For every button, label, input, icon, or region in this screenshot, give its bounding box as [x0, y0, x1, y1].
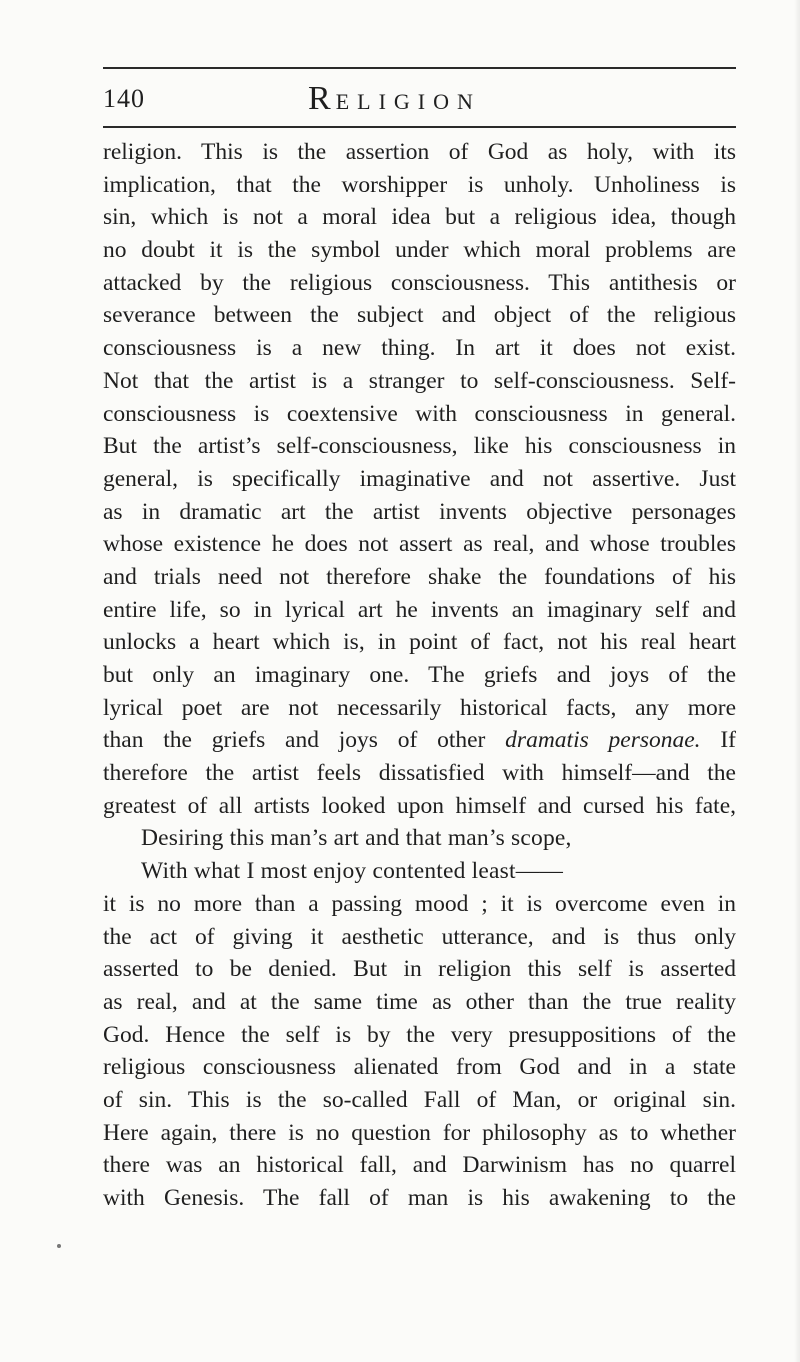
page-edge-shadow [794, 0, 800, 1362]
text-line: God. Hence the self is by the very presuppositions of the [103, 1021, 736, 1048]
header-bottom-rule [103, 126, 736, 128]
running-head-initial: R [308, 80, 332, 117]
text-line: religion. This is the assertion of God as holy, with its [103, 139, 736, 165]
paper-speck [57, 1244, 61, 1248]
text-line: and trials need not therefore shake the foundations of his [103, 563, 736, 590]
text-line: whose existence he does not assert as real, and whose troubles [103, 531, 736, 558]
verse-line: With what I most enjoy contented least—— [141, 858, 564, 885]
italic-phrase: dramatis personae. [505, 727, 701, 754]
page-number: 140 [103, 84, 145, 113]
text-line: therefore the artist feels dissatisfied with himself—and the [103, 760, 736, 787]
body-text [103, 136, 736, 1215]
running-header [103, 78, 736, 122]
running-head-rest: ELIGION [335, 89, 481, 114]
text-line: lyrical poet are not necessarily historical facts, any more [103, 694, 736, 721]
text-line: but only an imaginary one. The griefs and joys of the [103, 662, 736, 688]
text-line: of sin. This is the so-called Fall of Man, or original sin. [103, 1086, 736, 1113]
header-top-rule [103, 67, 736, 69]
text-segment: If [700, 727, 737, 754]
text-line: sin, which is not a moral idea but a religious idea, though [103, 204, 736, 231]
text-line: general, is specifically imaginative and not assertive. Just [103, 465, 736, 492]
text-line: attacked by the religious consciousness. This antithesis or [103, 269, 736, 296]
text-line: Here again, there is no question for philosophy as to whether [103, 1119, 736, 1146]
text-line: Not that the artist is a stranger to self-consciousness. Self- [103, 367, 736, 394]
text-line: with Genesis. The fall of man is his awakening to the [103, 1185, 736, 1211]
text-line: there was an historical fall, and Darwinism has no quarrel [103, 1152, 736, 1179]
text-line-with-italic [103, 724, 736, 757]
text-line: as in dramatic art the artist invents objective personages [103, 498, 736, 525]
verse-line: Desiring this man’s art and that man’s scope, [141, 825, 572, 852]
text-line: severance between the subject and object of the religious [103, 302, 736, 329]
text-line: consciousness is coextensive with consciousness in general. [103, 400, 736, 427]
text-line: consciousness is a new thing. In art it does not exist. [103, 335, 736, 362]
text-line: it is no more than a passing mood ; it is overcome even in [103, 890, 736, 917]
text-line: implication, that the worshipper is unholy. Unholiness is [103, 171, 736, 198]
text-line: religious consciousness alienated from God and in a state [103, 1054, 736, 1081]
text-line: no doubt it is the symbol under which moral problems are [103, 237, 736, 264]
text-line: asserted to be denied. But in religion this self is asserted [103, 956, 736, 983]
text-line: entire life, so in lyrical art he invents an imaginary self and [103, 596, 736, 623]
text-line: unlocks a heart which is, in point of fact, not his real heart [103, 629, 736, 656]
text-line: the act of giving it aesthetic utterance, and is thus only [103, 923, 736, 950]
running-head-title [308, 80, 481, 118]
text-line: But the artist’s self-consciousness, like his consciousness in [103, 433, 736, 460]
text-line: as real, and at the same time as other than the true reality [103, 988, 736, 1015]
text-segment: than the griefs and joys of other [103, 727, 506, 754]
text-line: greatest of all artists looked upon himself and cursed his fate, [103, 792, 736, 819]
